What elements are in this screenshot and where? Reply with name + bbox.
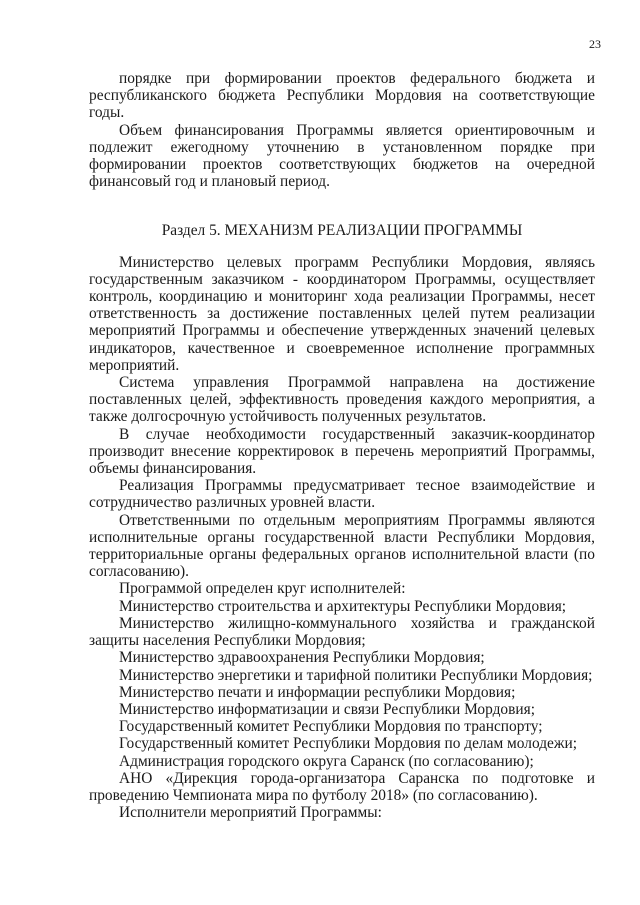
section-heading: Раздел 5. МЕХАНИЗМ РЕАЛИЗАЦИИ ПРОГРАММЫ	[161, 222, 523, 240]
paragraph-adjustments: В случае необходимости государственный заказчик-координатор производит внесение корректировок в перечень мероприятий Программы, объемы финансирования.	[89, 425, 595, 478]
paragraph-program-executors: Исполнители мероприятий Программы:	[119, 804, 382, 822]
document-body	[89, 70, 595, 821]
executor-item: Государственный комитет Республики Мордовия по транспорту;	[119, 718, 543, 736]
executor-item: Министерство здравоохранения Республики Мордовия;	[119, 649, 485, 667]
executor-item: Министерство жилищно-коммунального хозяйства и гражданской защиты населения Республики Мордовия;	[89, 614, 595, 650]
page-number: 23	[589, 37, 601, 51]
executor-item: Администрация городского округа Саранск (по согласованию);	[119, 752, 534, 770]
executor-item: Министерство строительства и архитектуры Республики Мордовия;	[119, 597, 567, 615]
executor-item: Министерство печати и информации республики Мордовия;	[119, 683, 516, 701]
paragraph-financing-volume: Объем финансирования Программы является ориентировочным и подлежит ежегодному уточнению в установленном порядке при формировании проектов соответствующих бюджетов на очередной финансовый год и плановый период.	[89, 121, 595, 191]
paragraph-responsible-bodies: Ответственными по отдельным мероприятиям Программы являются исполнительные органы государственной власти Республики Мордовия, территориальные органы федеральных органов исполнительной власти (по согласованию).	[89, 511, 595, 581]
paragraph-ministry-coordinator: Министерство целевых программ Республики Мордовия, являясь государственным заказчиком - координатором Программы, осуществляет контроль, координацию и мониторинг хода реализации Программы, несет ответственность за достижение поставленных целей путем реализации мероприятий Программы и обеспечение утвержденных значений целевых индикаторов, качественное и своевременное исполнение программных мероприятий.	[89, 253, 595, 374]
paragraph-cooperation: Реализация Программы предусматривает тесное взаимодействие и сотрудничество различных уровней власти.	[89, 477, 595, 512]
paragraph-executors-intro: Программой определен круг исполнителей:	[119, 580, 406, 598]
paragraph-management-system: Система управления Программой направлена на достижение поставленных целей, эффективность проведения каждого мероприятия, а также долгосрочную устойчивость полученных результатов.	[89, 374, 595, 426]
executor-item: Государственный комитет Республики Мордовия по делам молодежи;	[119, 735, 578, 753]
executor-item: АНО «Дирекция города-организатора Саранска по подготовке и проведению Чемпионата мира по футболу 2018» (по согласованию).	[89, 769, 595, 804]
executor-item: Министерство информатизации и связи Республики Мордовия;	[119, 700, 535, 718]
paragraph-budget-formation: порядке при формировании проектов федерального бюджета и республиканского бюджета Республики Мордовия на соответствующие годы.	[89, 70, 595, 122]
executor-item: Министерство энергетики и тарифной политики Республики Мордовия;	[119, 666, 593, 684]
